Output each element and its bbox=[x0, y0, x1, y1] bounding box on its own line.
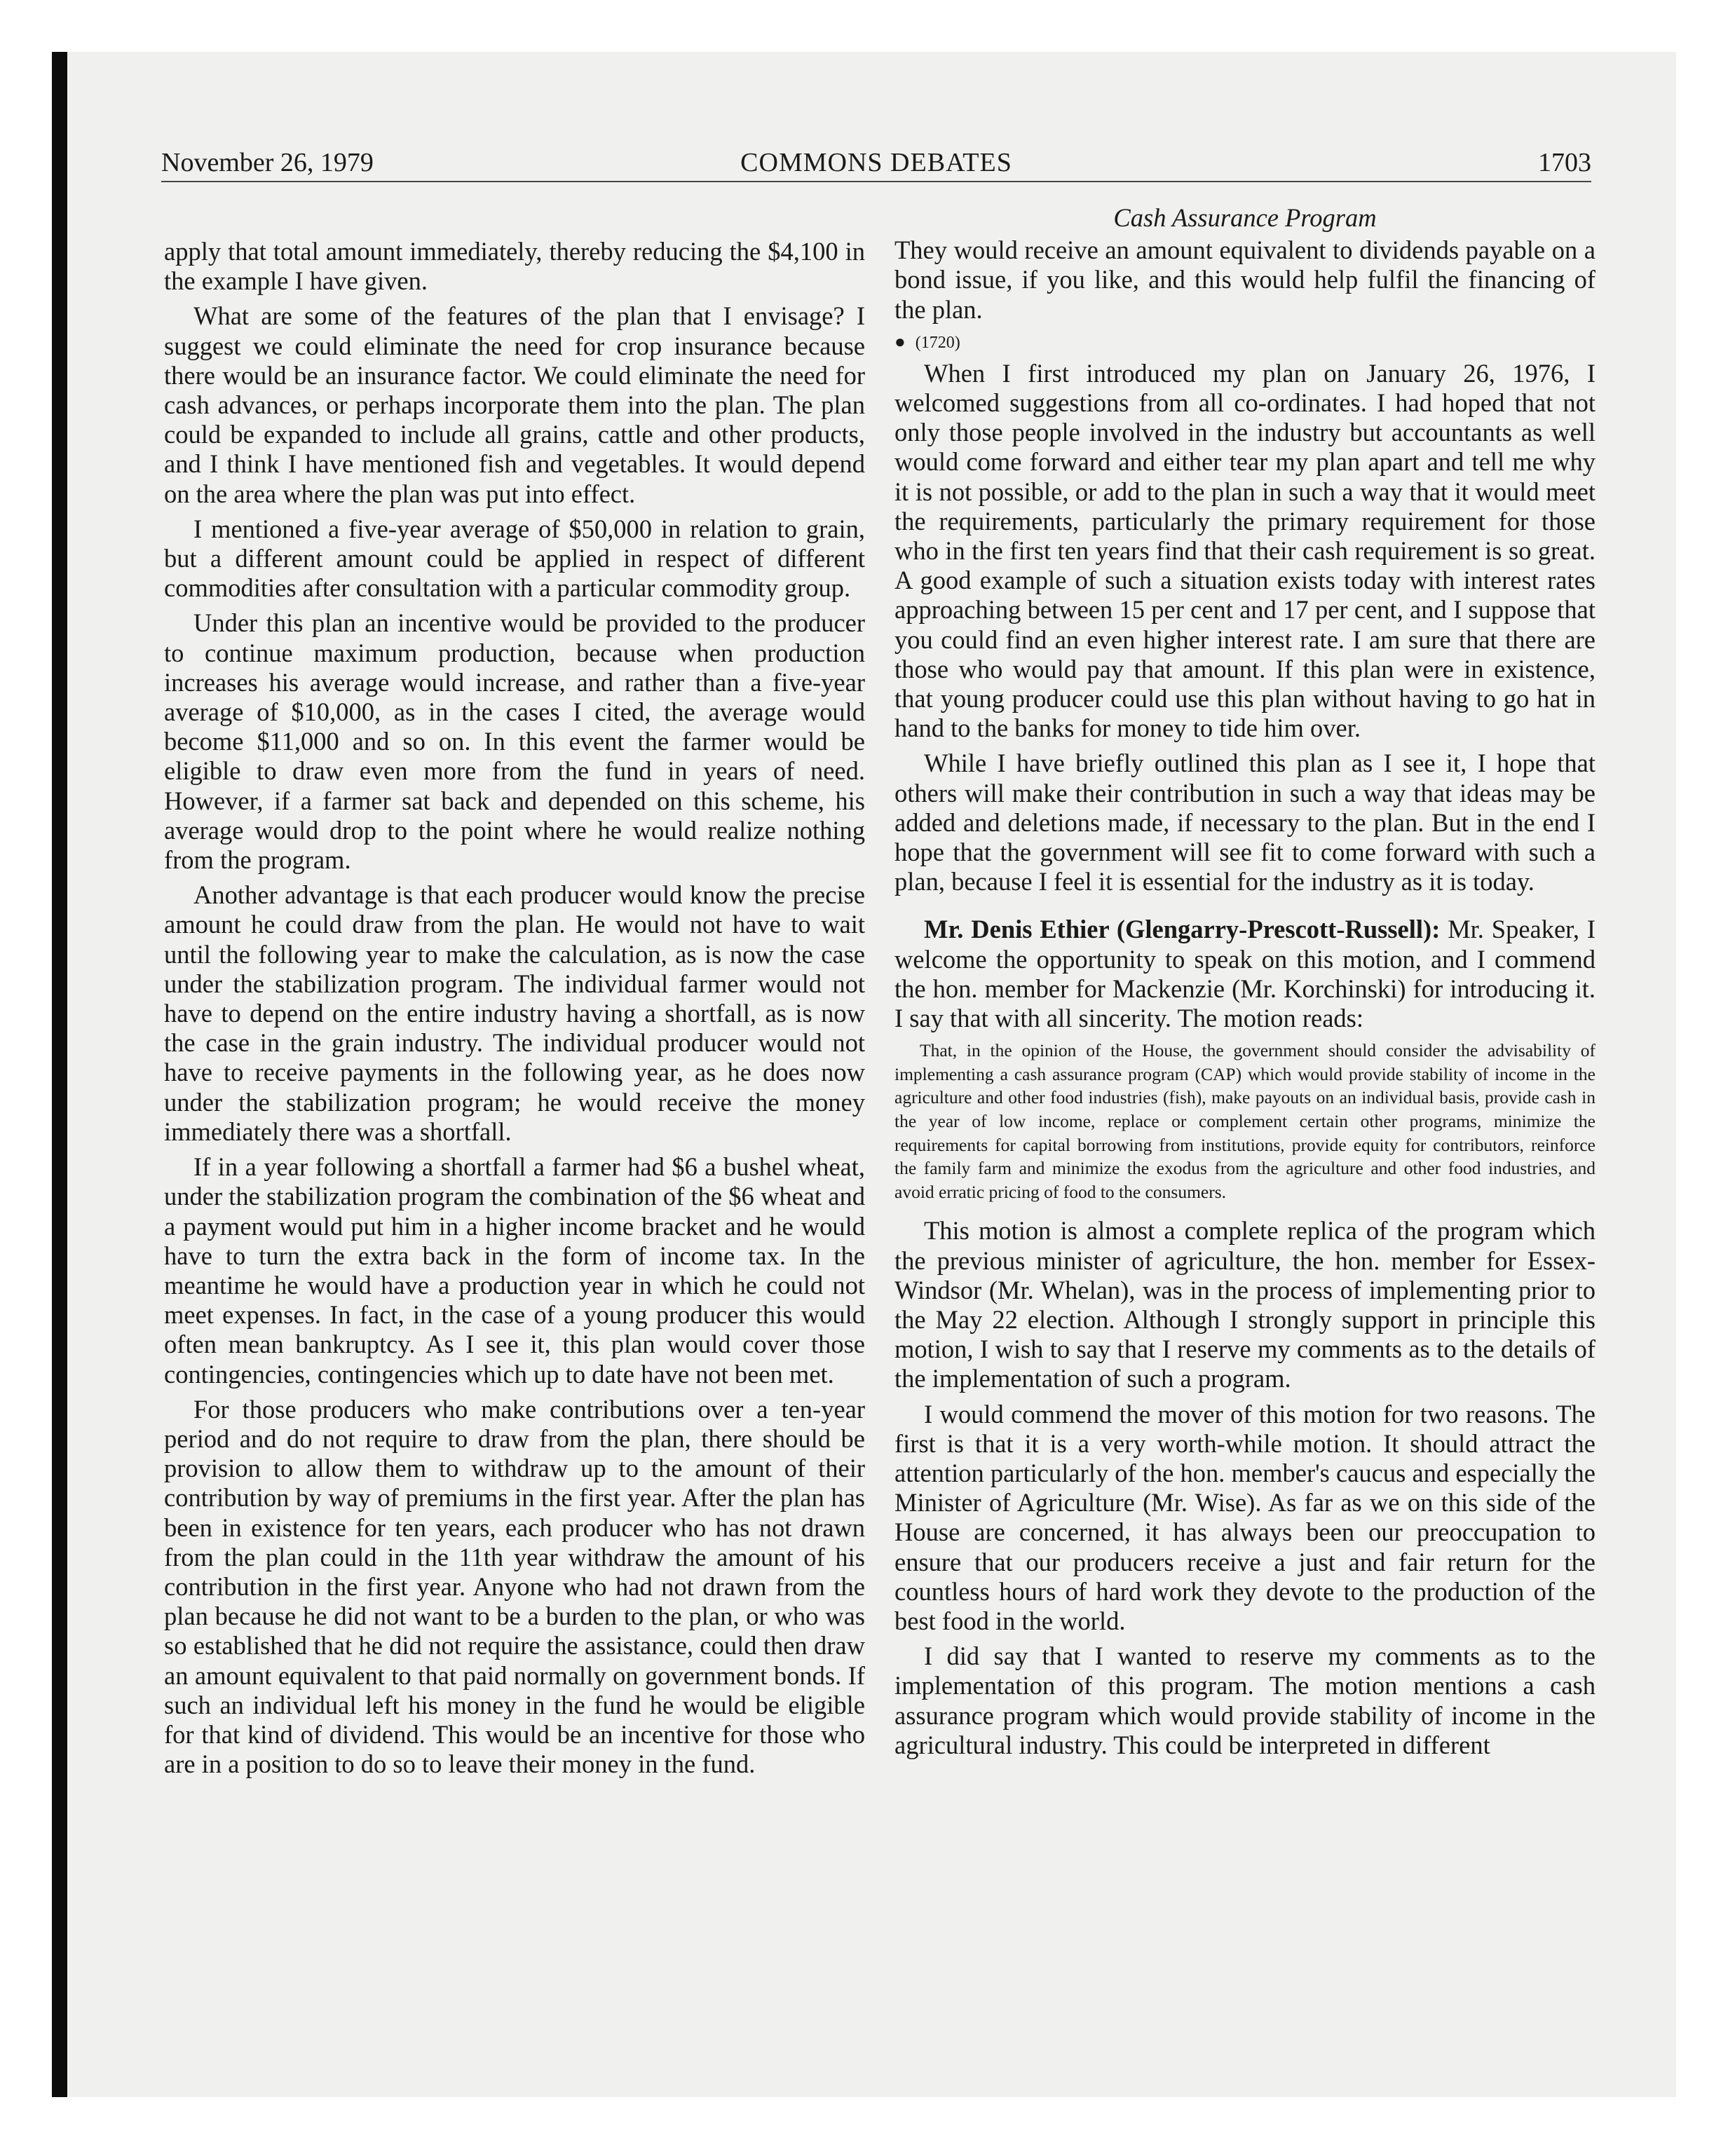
timestamp bbox=[894, 330, 1595, 355]
paragraph: For those producers who make contributions over a ten-year period and do not require to draw from the plan, there should be provision to allow them to withdraw up to the amount of their contribution by way of premiums in the first year. After the plan has been in existence for ten years, each producer who has not drawn from the plan could in the 11th year withdraw the amount of his contribution in the first year. Anyone who had not drawn from the plan because he did not want to be a burden to the plan, or who was so established that he did not require the assistance, could then draw an amount equivalent to that paid normally on government bonds. If such an individual left his money in the fund he would be eligible for that kind of dividend. This would be an incentive for those who are in a position to do so to leave their money in the fund. bbox=[164, 1394, 865, 1779]
paragraph: I would commend the mover of this motion for two reasons. The first is that it is a very worth-while motion. It should attract the attention particularly of the hon. member's caucus and especially the Minister of Agriculture (Mr. Wise). As far as we on this side of the House are concerned, it has always been our preoccupation to ensure that our producers receive a just and fair return for the countless hours of hard work they devote to the production of the best food in the world. bbox=[894, 1399, 1595, 1636]
paragraph: If in a year following a shortfall a farmer had $6 a bushel wheat, under the stabilization program the combination of the $6 wheat and a payment would put him in a higher income bracket and he would have to turn the extra back in the form of income tax. In the meantime he would have a production year in which he could not meet expenses. In fact, in the case of a young producer this would often mean bankruptcy. As I see it, this plan would cover those contingencies, contingencies which up to date have not been met. bbox=[164, 1152, 865, 1389]
bullet-icon: ● bbox=[894, 331, 906, 352]
left-column bbox=[164, 237, 865, 1785]
motion-quote: That, in the opinion of the House, the government should consider the advisability of implementing a cash assurance program (CAP) which would provide stability of income in the agriculture and other food industries (fish), make payouts on an individual basis, provide cash in the year of low income, replace or complement certain other programs, minimize the requirements for capital borrowing from institutions, provide equity for contributors, reinforce the family farm and minimize the exodus from the agriculture and other food industries, and avoid erratic pricing of food to the consumers. bbox=[894, 1040, 1595, 1202]
page-number: 1703 bbox=[1538, 148, 1591, 177]
speaker-text: Mr. Speaker, I welcome the opportunity to speak on this motion, and I commend the hon. member for Mackenzie (Mr. Korchinski) for introducing it. I say that with all sincerity. The motion reads: bbox=[894, 915, 1595, 1033]
timestamp-text: (1720) bbox=[915, 333, 960, 352]
header-date: November 26, 1979 bbox=[161, 148, 374, 177]
paragraph: I did say that I wanted to reserve my comments as to the implementation of this program. The motion mentions a cash assurance program which would provide stability of income in the agricultural industry. This could be interpreted in different bbox=[894, 1642, 1595, 1759]
speaker-paragraph bbox=[894, 915, 1595, 1033]
paragraph: I mentioned a five-year average of $50,000 in relation to grain, but a different amount could be applied in respect of different commodities after consultation with a particular commodity group. bbox=[164, 514, 865, 603]
paragraph: This motion is almost a complete replica of the program which the previous minister of agriculture, the hon. member for Essex-Windsor (Mr. Whelan), was in the process of implementing prior to the May 22 election. Although I strongly support in principle this motion, I wish to say that I reserve my comments as to the details of the implementation of such a program. bbox=[894, 1216, 1595, 1393]
paragraph: Another advantage is that each producer would know the precise amount he could draw from the plan. He would not have to wait until the following year to make the calculation, as is now the case under the stabilization program. The individual farmer would not have to depend on the entire industry having a shortfall, as is now the case in the grain industry. The individual producer would not have to receive payments in the following year, as he does now under the stabilization program; he would receive the money immediately there was a shortfall. bbox=[164, 880, 865, 1146]
paragraph: apply that total amount immediately, thereby reducing the $4,100 in the example I have given. bbox=[164, 237, 865, 296]
right-column bbox=[894, 203, 1595, 1766]
page-header bbox=[161, 144, 1591, 182]
paragraph: Under this plan an incentive would be provided to the producer to continue maximum production, because when production increases his average would increase, and rather than a five-year average of $10,000, as in the cases I cited, the average would become $11,000 and so on. In this event the farmer would be eligible to draw even more from the fund in years of need. However, if a farmer sat back and depended on this scheme, his average would drop to the point where he would realize nothing from the program. bbox=[164, 608, 865, 875]
speaker-name: Mr. Denis Ethier (Glengarry-Prescott-Russell): bbox=[924, 915, 1441, 944]
paragraph: While I have briefly outlined this plan as I see it, I hope that others will make their contribution in such a way that ideas may be added and deletions made, if necessary to the plan. But in the end I hope that the government will see fit to come forward with such a plan, because I feel it is essential for the industry as it is today. bbox=[894, 749, 1595, 896]
paragraph: When I first introduced my plan on January 26, 1976, I welcomed suggestions from all co-ordinates. I had hoped that not only those people involved in the industry but accountants as well would come forward and either tear my plan apart and tell me why it is not possible, or add to the plan in such a way that it would meet the requirements, particularly the primary requirement for those who in the first ten years find that their cash requirement is so great. A good example of such a situation exists today with interest rates approaching between 15 per cent and 17 per cent, and I suppose that you could find an even higher interest rate. I am sure that there are those who would pay that amount. If this plan were in existence, that young producer could use this plan without having to go hat in hand to the banks for money to tide him over. bbox=[894, 358, 1595, 743]
scan-edge-shadow bbox=[52, 52, 67, 2097]
paragraph: What are some of the features of the plan that I envisage? I suggest we could eliminate the need for crop insurance because there would be an insurance factor. We could eliminate the need for cash advances, or perhaps incorporate them into the plan. The plan could be expanded to include all grains, cattle and other products, and I think I have mentioned fish and vegetables. It would depend on the area where the plan was put into effect. bbox=[164, 301, 865, 508]
running-head: Cash Assurance Program bbox=[1113, 203, 1377, 232]
header-title: COMMONS DEBATES bbox=[740, 148, 1012, 177]
spacer bbox=[894, 902, 1595, 915]
paragraph: They would receive an amount equivalent to dividends payable on a bond issue, if you like, and this would help fulfil the financing of the plan. bbox=[894, 236, 1595, 324]
